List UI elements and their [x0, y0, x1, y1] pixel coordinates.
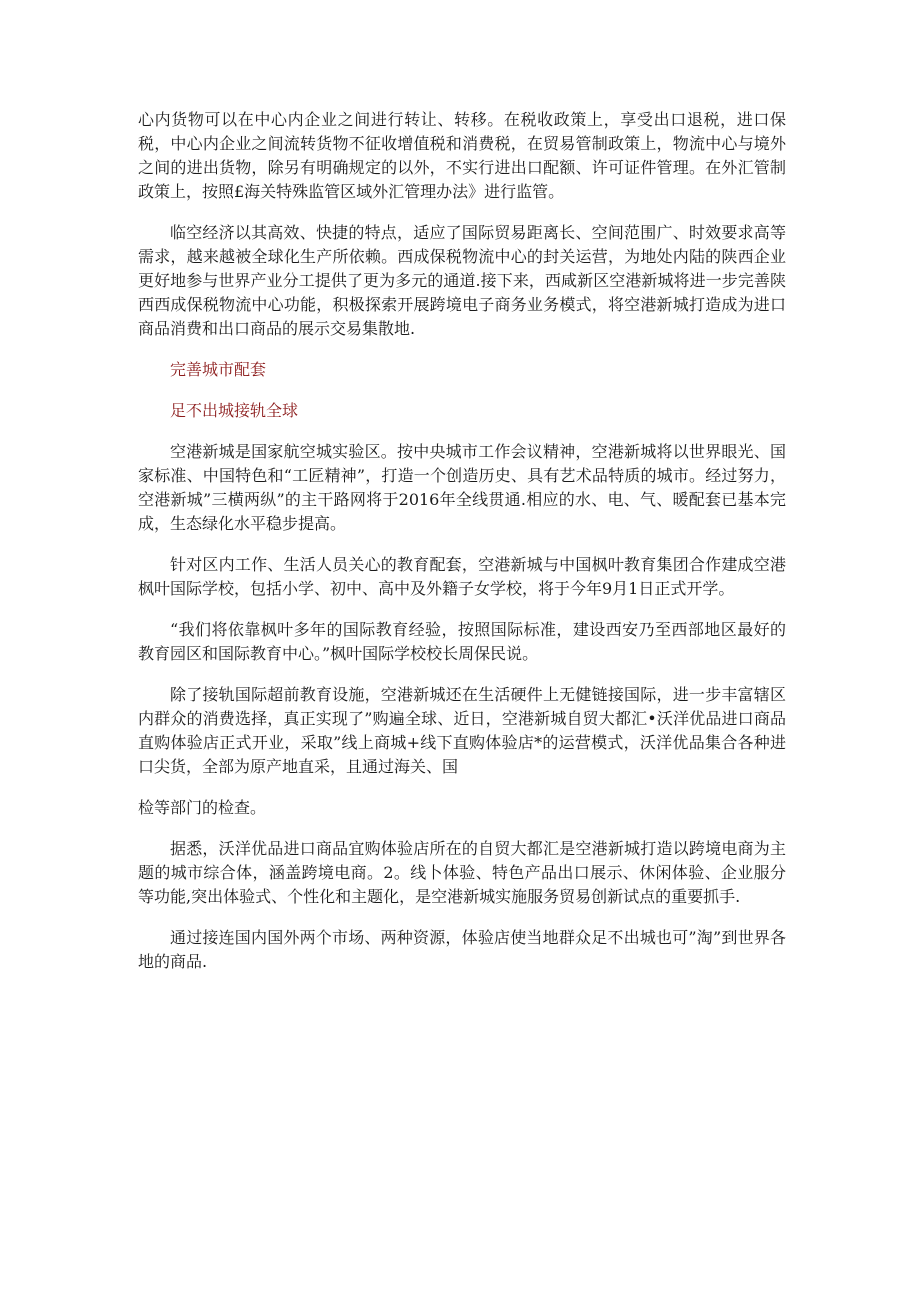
- paragraph-two-markets: 通过接连国内国外两个市场、两种资源，体验店使当地群众足不出城也可”淘”到世界各地的商品.: [138, 928, 786, 971]
- section-heading-global-access: 足不出城接轨全球: [170, 401, 299, 420]
- paragraph-import-store: 除了接轨国际超前教育设施，空港新城还在生活硬件上无健链接国际，进一步丰富辖区内群众的消费选择，真正实现了”购遍全球、近日，空港新城自贸大都汇•沃洋优品进口商品直购体验店正式开业，采取”线上商城+线下直购体验店*的运营模式，沃洋优品集合各种进口尖货，全部为原产地直采，且通过海关、国: [138, 685, 786, 776]
- paragraph-education-facilities: 针对区内工作、生活人员关心的教育配套，空港新城与中国枫叶教育集团合作建成空港枫叶国际学校，包括小学、初中、高中及外籍子女学校，将于今年9月1日正式开学。: [138, 555, 786, 598]
- paragraph-inspection-continuation: 检等部门的检查。: [138, 798, 267, 817]
- paragraph-principal-quote: “我们将依靠枫叶多年的国际教育经验，按照国际标准，建设西安乃至西部地区最好的教育园区和国际教育中心。”枫叶国际学校校长周保民说。: [138, 620, 786, 663]
- paragraph-airport-economy: 临空经济以其高效、快捷的特点，适应了国际贸易距离长、空间范围广、时效要求高等需求，越来越被全球化生产所依赖。西成保税物流中心的封关运营，为地处内陆的陕西企业更好地参与世界产业分工提供了更为多元的通道.接下来，西咸新区空港新城将进一步完善陕西西成保税物流中心功能，积极探索开展跨境电子商务业务模式，将空港新城打造成为进口商品消费和出口商品的展示交易集散地.: [138, 223, 786, 338]
- paragraph-free-trade-complex: 据悉，沃洋优品进口商品宜购体验店所在的自贸大都汇是空港新城打造以跨境电商为主题的城市综合体，涵盖跨境电商。2。线卜体验、特色产品出口展示、休闲体验、企业服分等功能,突出体验式、个性化和主题化，是空港新城实施服务贸易创新试点的重要抓手.: [138, 839, 786, 906]
- paragraph-bonded-center-policy: 心内货物可以在中心内企业之间进行转让、转移。在税收政策上，享受出口退税，进口保税，中心内企业之间流转货物不征收增值税和消费税，在贸易管制政策上，物流中心与境外之间的进出货物，除另有明确规定的以外，不实行进出口配额、许可证件管理。在外汇管制政策上，按照£海关特殊监管区域外汇管理办法》进行监管。: [138, 110, 786, 201]
- document-body: [138, 108, 786, 991]
- paragraph-airport-city-overview: 空港新城是国家航空城实验区。按中央城市工作会议精神，空港新城将以世界眼光、国家标准、中国特色和“工匠精神”，打造一个创造历史、具有艺术品特质的城市。经过努力，空港新城”三横两纵”的主干路网将于2016年全线贯通.相应的水、电、气、暖配套已基本完成，生态绿化水平稳步提高。: [138, 442, 786, 533]
- section-heading-city-facilities: 完善城市配套: [170, 360, 267, 379]
